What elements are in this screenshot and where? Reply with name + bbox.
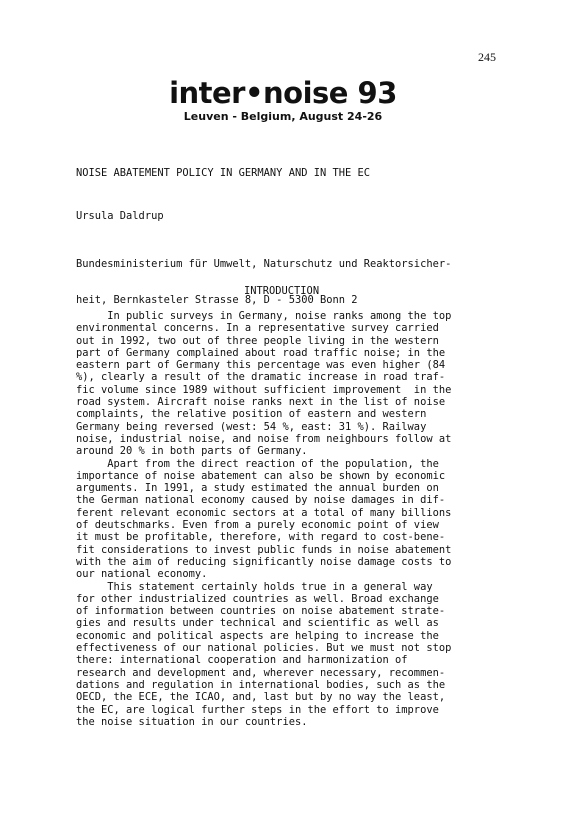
author-name: Ursula Daldrup: [76, 210, 164, 222]
paper-title: NOISE ABATEMENT POLICY IN GERMANY AND IN THE EC: [76, 167, 371, 179]
body-line: our national economy.: [76, 568, 208, 581]
body-line: the noise situation in our countries.: [76, 715, 308, 728]
body-line: it must be profitable, therefore, with regard to cost-bene-: [76, 531, 446, 544]
body-line: around 20 % in both parts of Germany.: [76, 445, 308, 458]
body-text: [76, 310, 494, 728]
body-line: gies and results under technical and scientific as well as: [76, 617, 439, 630]
body-line: arguments. In 1991, a study estimated the annual burden on: [76, 482, 439, 495]
body-line: for other industrialized countries as well. Broad exchange: [76, 592, 439, 605]
body-line: out in 1992, two out of three people living in the western: [76, 334, 439, 347]
body-line: ferent relevant economic sectors at a total of many billions: [76, 506, 452, 519]
body-line: noise, industrial noise, and noise from neighbours follow at: [76, 432, 452, 445]
conference-location: Leuven - Belgium, August 24-26: [183, 110, 383, 123]
body-line: of information between countries on noise abatement strate-: [76, 605, 446, 618]
affiliation-line: Bundesministerium für Umwelt, Naturschutz und Reaktorsicher-: [76, 257, 452, 270]
page-number: 245: [478, 50, 496, 64]
body-line: %), clearly a result of the dramatic increase in road traf-: [76, 371, 446, 384]
body-line: fit considerations to invest public funds in noise abatement: [76, 543, 452, 556]
body-line: the EC, are logical further steps in the effort to improve: [76, 703, 439, 716]
author-affiliation: [76, 233, 494, 319]
body-line: fic volume since 1989 without sufficient improvement in the: [76, 383, 452, 396]
body-line: Apart from the direct reaction of the population, the: [76, 457, 439, 470]
body-line: importance of noise abatement can also be shown by economic: [76, 469, 446, 482]
body-line: research and development and, wherever necessary, recommen-: [76, 666, 446, 679]
conference-name: inter•noise 93: [169, 76, 397, 110]
body-line: there: international cooperation and harmonization of: [76, 654, 408, 667]
body-line: dations and regulation in international bodies, such as the: [76, 678, 446, 691]
affiliation-line: heit, Bernkasteler Strasse 8, D - 5300 Bonn 2: [76, 294, 358, 307]
body-line: economic and political aspects are helping to increase the: [76, 629, 439, 642]
body-line: OECD, the ECE, the ICAO, and, last but by no way the least,: [76, 691, 446, 704]
body-line: part of Germany complained about road traffic noise; in the: [76, 346, 446, 359]
body-line: environmental concerns. In a representative survey carried: [76, 322, 439, 335]
body-line: complaints, the relative position of eastern and western: [76, 408, 427, 421]
body-line: eastern part of Germany this percentage was even higher (84: [76, 359, 446, 372]
body-line: of deutschmarks. Even from a purely economic point of view: [76, 519, 439, 532]
body-line: the German national economy caused by noise damages in dif-: [76, 494, 446, 507]
body-line: effectiveness of our national policies. But we must not stop: [76, 642, 452, 655]
body-line: This statement certainly holds true in a general way: [76, 580, 433, 593]
body-line: road system. Aircraft noise ranks next in the list of noise: [76, 396, 446, 409]
body-line: Germany being reversed (west: 54 %, east: 31 %). Railway: [76, 420, 427, 433]
conference-logo: [0, 77, 566, 123]
body-line: with the aim of reducing significantly noise damage costs to: [76, 555, 452, 568]
body-line: In public surveys in Germany, noise ranks among the top: [76, 310, 452, 322]
section-heading: INTRODUCTION: [244, 285, 320, 297]
